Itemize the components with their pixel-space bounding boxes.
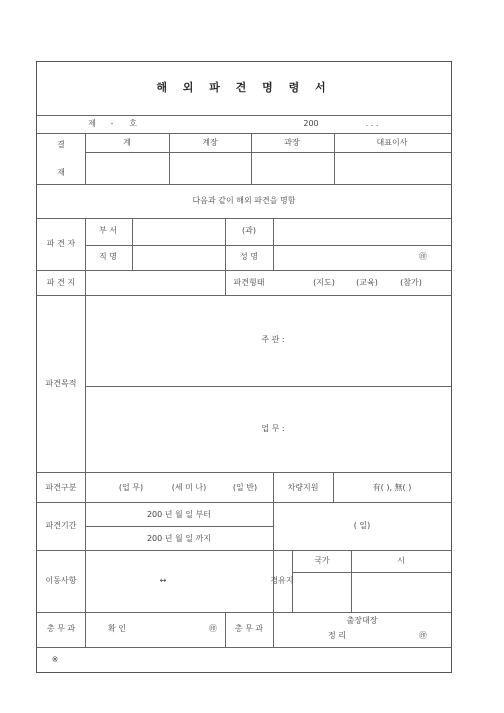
city-label: 시 xyxy=(397,556,405,565)
line xyxy=(85,245,451,246)
doc-no-suffix: 호 xyxy=(129,119,137,128)
line xyxy=(85,386,451,387)
trip-ledger-label: 출장대장 xyxy=(346,616,378,625)
vehicle-label: 차량지원 xyxy=(287,483,319,492)
record-label: 정 리 xyxy=(328,631,346,640)
period-to: 200 년 월 일 까지 xyxy=(146,534,212,543)
general-affairs-label-2: 총 무 과 xyxy=(234,624,264,633)
dept-label: 부 서 xyxy=(99,226,117,235)
line xyxy=(37,502,451,503)
purpose-label: 파견목적 xyxy=(45,379,77,388)
dispatchee-label: 파 견 자 xyxy=(46,239,76,248)
category-seminar: (세 미 나) xyxy=(171,483,207,492)
confirm-seal: ㊞ xyxy=(209,624,217,633)
line xyxy=(37,472,451,473)
line xyxy=(37,184,451,185)
category-general: (일 반) xyxy=(232,483,258,492)
purpose-business: 업 무 : xyxy=(261,424,285,433)
approval-col-1: 계 xyxy=(123,138,131,147)
line xyxy=(85,218,86,612)
line xyxy=(132,218,133,270)
line xyxy=(85,612,86,647)
section-label: (과) xyxy=(242,226,256,235)
approval-label-top: 결 xyxy=(57,140,65,149)
type-label: 파견형태 xyxy=(233,278,265,287)
line xyxy=(273,218,274,270)
approval-col-3: 과장 xyxy=(284,138,300,147)
type-guidance: (지도) xyxy=(313,278,335,287)
line xyxy=(225,218,226,295)
position-label: 직 명 xyxy=(99,252,117,261)
type-education: (교육) xyxy=(356,278,378,287)
general-affairs-label: 총 무 과 xyxy=(46,624,76,633)
line xyxy=(37,295,451,296)
confirm-label: 확 인 xyxy=(108,624,126,633)
order-text: 다음과 같이 해외 파견을 명함 xyxy=(192,196,296,205)
approval-col-4: 대표이사 xyxy=(376,138,408,147)
form-title: 해 외 파 견 명 령 서 xyxy=(156,81,332,94)
line xyxy=(273,612,274,647)
line xyxy=(333,472,334,502)
line xyxy=(85,133,86,184)
period-days: ( 일) xyxy=(353,521,371,530)
line xyxy=(273,472,274,612)
line xyxy=(251,133,252,184)
dispatchee-seal: ㊞ xyxy=(419,252,427,261)
line xyxy=(37,218,451,219)
line xyxy=(37,270,451,271)
doc-no-prefix: 제 xyxy=(88,119,96,128)
approval-label-bottom: 재 xyxy=(57,168,65,177)
category-business: (업 무) xyxy=(118,483,144,492)
via-label: 경유지 xyxy=(270,576,294,585)
doc-year: 200 xyxy=(303,119,319,128)
approval-col-2: 계장 xyxy=(202,138,218,147)
purpose-host: 주 관 : xyxy=(261,335,285,344)
doc-no-dash: - xyxy=(110,119,114,128)
line xyxy=(37,612,451,613)
record-seal: ㊞ xyxy=(419,631,427,640)
name-label: 성 명 xyxy=(240,252,258,261)
type-participation: (참가) xyxy=(400,278,422,287)
country-label: 국가 xyxy=(314,556,330,565)
dispatch-order-form xyxy=(36,61,452,673)
doc-date-dots: . . . xyxy=(365,119,379,128)
line xyxy=(292,572,451,573)
line xyxy=(37,115,451,116)
line xyxy=(334,133,335,184)
category-label: 파견구분 xyxy=(45,483,77,492)
line xyxy=(37,133,451,134)
period-label: 파견기간 xyxy=(45,521,77,530)
line xyxy=(85,152,451,153)
movement-label: 이동사항 xyxy=(45,576,77,585)
note-mark: ※ xyxy=(51,655,59,664)
line xyxy=(37,550,451,551)
line xyxy=(225,612,226,647)
line xyxy=(37,647,451,648)
movement-arrow: ↔ xyxy=(159,576,167,585)
line xyxy=(351,550,352,612)
vehicle-value: 有( ), 無( ) xyxy=(372,483,412,492)
period-from: 200 년 월 일 부터 xyxy=(146,510,212,519)
line xyxy=(169,133,170,184)
destination-label: 파 견 지 xyxy=(46,278,76,287)
line xyxy=(85,526,273,527)
